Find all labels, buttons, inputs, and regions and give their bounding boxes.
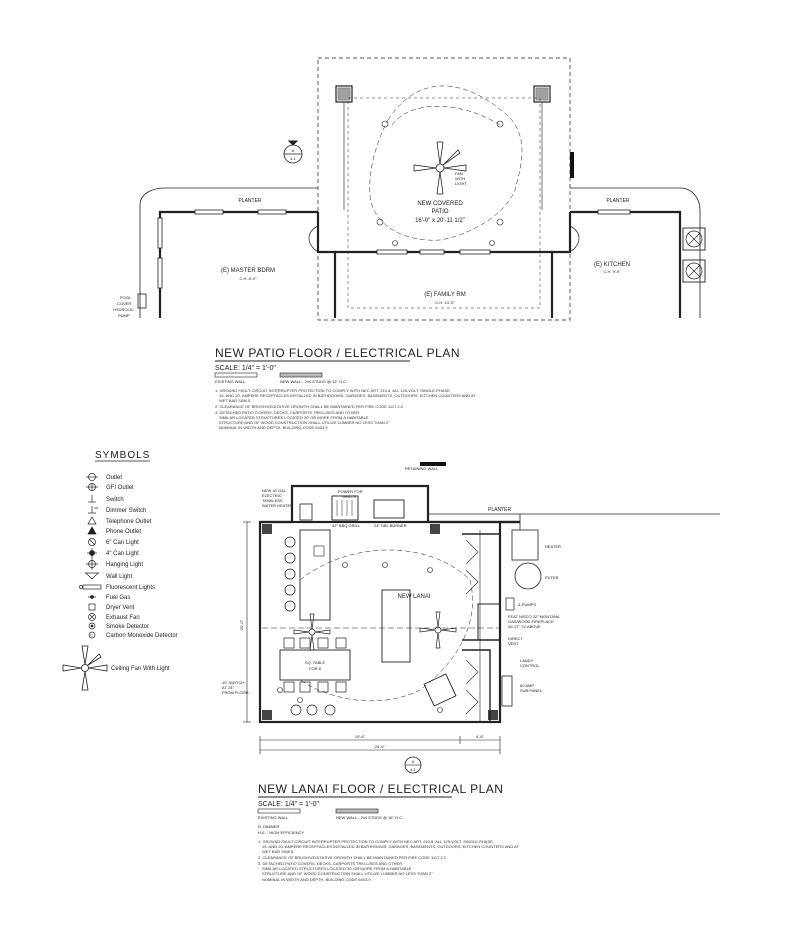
- lanai-note-1: 1. GROUND FAULT CIRCUIT INTERRUPTER PROTECTION TO COMPLY WITH NEC ART. 210.8, ALL 125-VOLT, SINGLE-PHASE,: [258, 839, 494, 844]
- water-heater-box: [300, 504, 312, 520]
- post-ne: [430, 524, 440, 534]
- new-lanai-label: NEW LANAI: [397, 594, 431, 600]
- kitchen-room-label: (E) KITCHEN: [594, 262, 630, 268]
- dining-label-1: SQ. TABLE: [304, 660, 326, 665]
- svg-text:C: C: [90, 632, 93, 638]
- lanai-fan-1-icon: [294, 614, 330, 650]
- symbol-label-fluorescent: Fluorescent Lights: [106, 585, 156, 591]
- lanai-note-3d: NOMINAL IN WIDTH AND DEPTH, BUILDING CODE 6403.9: [262, 877, 371, 882]
- window-family-1: [377, 250, 407, 254]
- dim-bottom-2-label: 4'-6": [476, 734, 484, 739]
- patio-room-label-2: PATIO: [431, 209, 449, 215]
- dining-label-2: FOR 8: [309, 666, 321, 671]
- pool-pump-box: [138, 294, 146, 308]
- door-swing-right: [570, 226, 579, 252]
- window-family-3: [460, 250, 490, 254]
- section-marker-top-sheet: 4.1: [290, 156, 296, 161]
- switch-icon: [88, 495, 96, 502]
- symbol-label-switch: Switch: [106, 497, 124, 503]
- dim-left-label: 20'-0": [239, 619, 244, 631]
- patio-post-ne-fill: [536, 88, 548, 100]
- lanai-can-lights: [278, 563, 443, 713]
- patio-roof-outline: [318, 58, 570, 320]
- symbol-label-can4: 4" Can Light: [106, 551, 139, 557]
- ac-unit-1-icon: [683, 228, 705, 250]
- dining-table: [280, 650, 350, 680]
- post-sw: [262, 710, 272, 720]
- can-light-6-icon: [89, 539, 96, 546]
- fan-tag-3: LIGHT: [455, 181, 467, 186]
- pool-filter: [515, 563, 541, 589]
- filter-label: FILTER: [545, 575, 559, 580]
- planter-left-outline: [140, 188, 318, 318]
- fan-tag-2: WITH: [455, 176, 466, 181]
- pool-heater: [512, 530, 538, 560]
- symbol-label-dryer: Dryer Vent: [106, 605, 135, 611]
- door-swing-left: [309, 226, 318, 252]
- symbol-label-hanging: Hanging Light: [106, 562, 144, 568]
- dimmer-switch-icon: [88, 506, 98, 513]
- lanai-note-3b: SIMILAR LOCATED STRUCTURES LOCATED 30' OR MORE FROM A HABITABLE: [262, 866, 412, 871]
- landy-label-2: CONTROL: [520, 663, 540, 668]
- master-bdrm-wall: [160, 212, 318, 318]
- window-master-1: [195, 210, 223, 214]
- patio-room-dims: 16'-0" x 20'-11 1/2": [415, 218, 465, 224]
- patio-wiring-arc: [392, 106, 500, 125]
- lanai-scale: SCALE: 1/4" = 1'-0": [258, 801, 319, 808]
- pool-label-3: HYDROLIC: [113, 307, 134, 312]
- lanai-legend-existing: EXISTING WALL: [258, 815, 289, 820]
- symbols-title: SYMBOLS: [95, 450, 151, 461]
- ceiling-fan-icon: [63, 646, 107, 690]
- cord-label-1: 10' SWITCH: [222, 680, 245, 685]
- pumps-label: & PUMPS: [518, 602, 537, 607]
- pool-label-2: COVER: [117, 301, 132, 306]
- family-wall-left: [318, 212, 335, 318]
- kitchen-ceiling-height: C.H. 9'-0": [603, 269, 621, 274]
- fluorescent-light-icon: [80, 585, 102, 589]
- bar-stools: [285, 537, 295, 611]
- patio-can-light-5: [393, 241, 398, 246]
- pool-label-1: POOL: [120, 295, 132, 300]
- dim-bottom-1-label: 19'-6": [354, 734, 366, 739]
- lanai-wiring-loop: [300, 550, 473, 701]
- patio-can-light-6: [490, 241, 495, 246]
- cord-label-2: AT 24": [222, 685, 234, 690]
- lanai-legend-new-swatch: [336, 809, 378, 813]
- lanai-labels: [222, 466, 561, 772]
- pool-pumps: [506, 598, 514, 610]
- lanai-note-1c: WET BAR SINKS.: [262, 849, 295, 854]
- right-cabinet-2: [462, 650, 490, 722]
- lanai-title-block: [258, 782, 519, 882]
- patio-plan: [138, 58, 705, 320]
- window-master-2: [258, 210, 286, 214]
- lanai-abbr-2: H.E. - HIGH EFFICIENCY: [258, 830, 305, 835]
- symbol-label-co: Carbon Monoxide Detector: [106, 633, 178, 639]
- patio-room-label: NEW COVERED: [417, 201, 463, 207]
- lanai-abbr-1: D: DIMMER: [258, 824, 280, 829]
- sub-panel-box: [502, 676, 512, 706]
- ac-unit-2-icon: [683, 260, 705, 282]
- symbol-label-wall-light: Wall Light: [106, 574, 133, 580]
- lanai-note-3: 3. DETACHED PATIO COVERS, DECKS, CARPORTS TRELLISES AND OTHER: [258, 861, 403, 866]
- dryer-vent-icon: [89, 604, 95, 610]
- dim-bottom-total-label: 24'-6": [374, 744, 386, 749]
- power-label-2: GRILLS: [342, 494, 357, 499]
- window-master-side-2: [158, 258, 162, 288]
- power-label-1: POWER FOR: [338, 489, 363, 494]
- master-ceiling-height: C.H. 8'-0": [239, 276, 257, 281]
- water-heater-label-2: ELECTRIC: [262, 493, 282, 498]
- double-burner: [374, 500, 404, 518]
- lanai-outer-wall: [260, 522, 500, 722]
- retaining-wall-label: RETAINING WALL: [405, 466, 439, 471]
- patio-legend-new-swatch: [280, 373, 322, 377]
- section-marker-top-letter: A: [291, 148, 295, 153]
- patio-post-nw-fill: [338, 88, 350, 100]
- outlet-icon: [86, 474, 98, 481]
- water-heater-label-4: WATER HEATER: [262, 503, 294, 508]
- landy-label-1: LANDY: [520, 658, 534, 663]
- lanai-planter-label: PLANTER: [488, 507, 512, 513]
- patio-note-3: 3. DETACHED PATIO COVERS, DECKS, CARPORTS TRELLISES AND OTHER: [215, 410, 360, 415]
- heater-label: HEATER: [545, 544, 561, 549]
- symbol-label-can6: 6" Can Light: [106, 540, 139, 546]
- patio-can-light-3: [377, 219, 383, 225]
- patio-can-light-4: [497, 219, 503, 225]
- symbol-label-telephone: Telephone Outlet: [106, 519, 152, 525]
- symbol-label-phone: Phone Outlet: [106, 529, 142, 535]
- post-nw: [262, 524, 272, 534]
- patio-title-block: [215, 346, 476, 430]
- section-marker-bottom-sheet: 4.1: [410, 767, 416, 772]
- fireplace-label-2: GAS/WOOD FIREPLACE: [508, 619, 554, 624]
- wall-light-icon: [85, 573, 99, 579]
- cord-label-3: FROM FLOOR: [222, 690, 249, 695]
- section-cut-mark-top: [570, 152, 574, 178]
- symbol-label-exhaust: Exhaust Fan: [106, 615, 140, 621]
- smoke-detector-icon: [89, 623, 95, 629]
- dining-chairs: [284, 638, 346, 715]
- family-ceiling-height: C.H. 14'-0": [435, 300, 455, 305]
- symbols-labels: [106, 475, 178, 672]
- symbol-label-fuel-gas: Fuel Gas: [106, 595, 131, 601]
- lanai-center-island: [382, 590, 410, 662]
- lounge-chair: [424, 674, 456, 706]
- subpanel-label-2: SUB PANEL: [520, 688, 543, 693]
- family-room-label: (E) FAMILY RM: [424, 292, 466, 298]
- window-family-2: [420, 250, 444, 254]
- patio-note-2: 2. CLEARANCE OF BRUSH/VEGITATIVE GROWTH SHALL BE MAINTAINED PER FIRE CODE 1117.2.2: [215, 404, 403, 409]
- lanai-note-1b: 15- AND 20- AMPERE RECEPTACLES INSTALLED IN BATHROOMS, GARAGES, BASEMENTS, OUTDOORS, KITCHEN COUNTERS AND AT: [262, 844, 519, 849]
- direct-vent-label-2: VENT: [508, 641, 519, 646]
- window-kitchen: [598, 210, 630, 214]
- symbol-label-smoke: Smoke Detector: [106, 624, 150, 630]
- lanai-note-3c: STRUCTURE AND OF WOOD CONSTRUCTION SHALL UTILIZE LUMBER NO LESS THAN 2": [262, 871, 433, 876]
- lanai-legend-new: NEW WALL - 2x4 STUDS @ 16" O.C.: [336, 815, 404, 820]
- symbol-label-gfi: GFI Outlet: [106, 485, 134, 491]
- direct-vent-label-1: DIRECT: [508, 636, 523, 641]
- lanai-plan: [243, 462, 720, 773]
- bar-sink: [314, 546, 324, 556]
- symbol-label-ceiling-fan: Ceiling Fan With Light: [111, 666, 170, 672]
- patio-ceiling-fan-icon: [414, 142, 466, 194]
- bbq-grill: [332, 496, 358, 520]
- section-marker-bottom-letter: A: [411, 759, 415, 764]
- symbol-label-dimmer: Dimmer Switch: [106, 508, 147, 514]
- water-heater-label-3: TANKLESS: [262, 498, 283, 503]
- fireplace-label-1: FEAT NISCO 32" MONTANA: [508, 614, 560, 619]
- subpanel-label-1: 60 AMP: [520, 683, 535, 688]
- fuel-gas-icon: [88, 596, 96, 599]
- window-master-side: [158, 218, 162, 248]
- lanai-plan-title: NEW LANAI FLOOR / ELECTRICAL PLAN: [258, 782, 504, 796]
- family-wall-right: [552, 212, 570, 318]
- planter-right-label: PLANTER: [606, 198, 630, 204]
- symbol-label-outlet: Outlet: [106, 475, 123, 481]
- gfi-outlet-icon: [86, 484, 98, 491]
- patio-legend-existing: EXISTING WALL: [215, 379, 246, 384]
- phone-outlet-icon: [88, 527, 96, 534]
- patio-legend-new: NEW WALL - 2x4 STUDS @ 12" O.C.: [280, 379, 348, 384]
- patio-plan-title: NEW PATIO FLOOR / ELECTRICAL PLAN: [215, 346, 460, 360]
- hanging-light-icon: [86, 558, 98, 570]
- fireplace-label-3: W/ 27" TV ABOVE: [508, 624, 541, 629]
- exhaust-fan-icon: [89, 614, 96, 621]
- lanai-legend-existing-swatch: [258, 809, 300, 813]
- patio-note-3c: STRUCTURE AND OF WOOD CONSTRUCTION SHALL UTILIZE LUMBER NO LESS THAN 2": [219, 420, 390, 425]
- master-room-label: (E) MASTER BDRM: [221, 268, 275, 274]
- patio-note-3b: SIMILAR LOCATED STRUCTURES LOCATED 30' OR MORE FROM A HABITABLE: [219, 415, 369, 420]
- lanai-note-2: 2. CLEARANCE OF BRUSH/VEGITATIVE GROWTH SHALL BE MAINTAINED PER FIRE CODE 1117.2.2: [258, 855, 446, 860]
- bar-counter: [300, 530, 330, 620]
- right-cabinet: [462, 534, 500, 640]
- water-heater-label-1: NEW 40 GAL: [262, 488, 287, 493]
- lanai-fan-2-icon: [420, 612, 456, 648]
- patio-note-1: 1. GROUND FAULT CIRCUIT INTERRUPTER PROTECTION TO COMPLY WITH NEC ART. 210.8, ALL 125-VOLT, SINGLE-PHASE,: [215, 388, 451, 393]
- patio-note-3d: NOMINAL IN WIDTH AND DEPTH, BUILDING CODE 6403.9: [219, 425, 328, 430]
- patio-legend-existing-swatch: [215, 373, 257, 377]
- patio-scale: SCALE: 1/4" = 1'-0": [215, 365, 276, 372]
- telephone-outlet-icon: [88, 517, 96, 524]
- patio-note-1c: WET BAR SINKS.: [219, 398, 252, 403]
- pool-label-4: PUMP: [118, 313, 130, 318]
- fireplace: [478, 604, 500, 640]
- patio-note-1b: 15- AND 20- AMPERE RECEPTACLES INSTALLED IN BATHROOMS, GARAGES, BASEMENTS, OUTDOORS, KITCHEN COUNTERS AND AT: [219, 393, 476, 398]
- planter-left-label: PLANTER: [238, 198, 262, 204]
- co-detector-icon: [89, 632, 95, 638]
- can-light-4-icon: [87, 548, 97, 558]
- burner-label: 24" DBL BURNER: [374, 523, 407, 528]
- fan-tag-1: FAN: [455, 171, 463, 176]
- bbq-label: 42" BBQ GRILL: [332, 523, 361, 528]
